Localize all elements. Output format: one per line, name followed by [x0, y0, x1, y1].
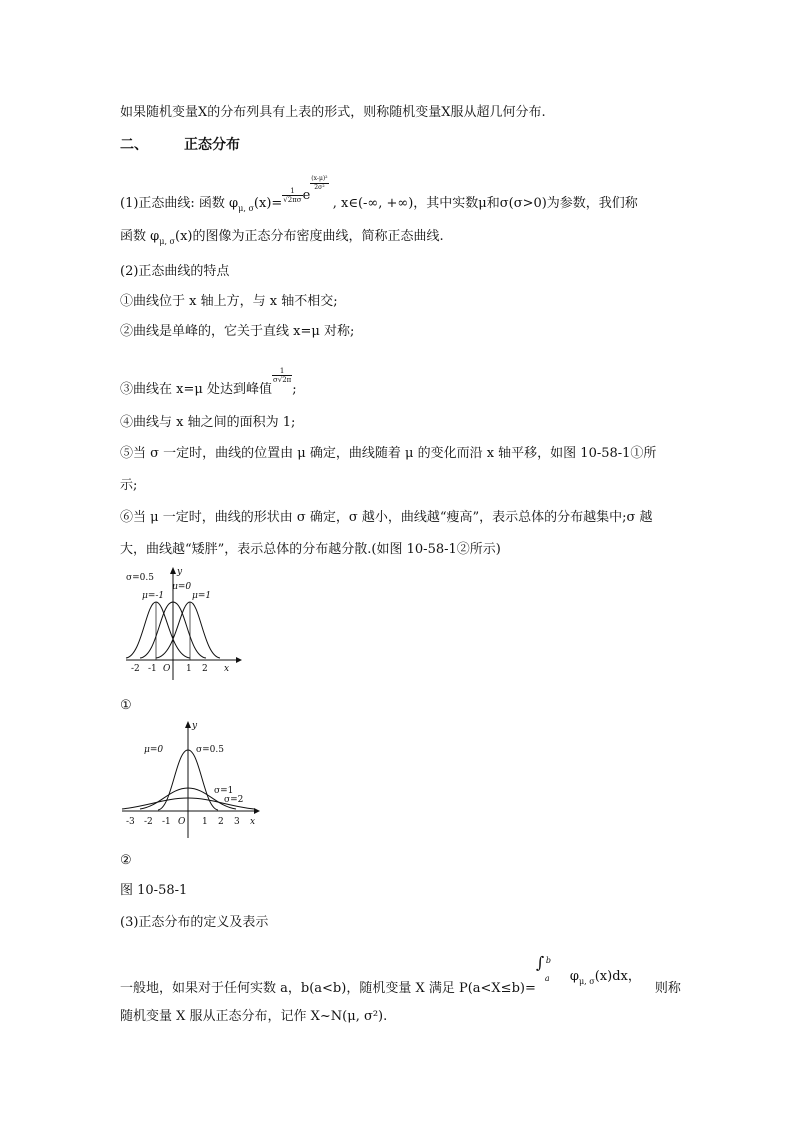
- feature-item-1: ①曲线位于 x 轴上方，与 x 轴不相交;: [120, 294, 338, 309]
- figure-1-diagram: [118, 562, 248, 682]
- paragraph-definition-heading: (3)正态分布的定义及表示: [120, 915, 269, 930]
- integrand-tail: (x)dx，: [594, 969, 641, 984]
- fig2-tick-origin: O: [178, 817, 186, 827]
- fig1-tick-1: 1: [186, 664, 192, 674]
- p1-exp-num: (x-μ)²: [311, 175, 328, 182]
- item3-frac-den: σ√2π: [272, 376, 292, 384]
- fig2-tick-neg3: -3: [126, 817, 135, 827]
- p1-frac-den: √2πσ: [283, 196, 302, 204]
- integrand-subscript: μ, σ: [578, 977, 595, 986]
- fig1-y-arrow: [170, 567, 176, 574]
- p1-line2-subscript: μ, σ: [159, 237, 175, 246]
- feature-item-2: ②曲线是单峰的，它关于直线 x=μ 对称;: [120, 324, 355, 339]
- figure-2-caption: ②: [120, 853, 132, 868]
- item3-frac-num: 1: [272, 367, 292, 376]
- figure-2-diagram: [118, 716, 268, 840]
- fig1-y-label: y: [177, 567, 183, 577]
- paragraph-definition-line2: 随机变量 X 服从正态分布，记作 X~N(μ, σ²).: [120, 1009, 388, 1024]
- fig1-tick-neg1: -1: [148, 664, 157, 674]
- integral-upper: b: [545, 956, 551, 965]
- fig2-x-arrow: [254, 808, 260, 814]
- integrand-phi: φ: [569, 969, 579, 984]
- feature-item-5-line1: ⑤当 σ 一定时，曲线的位置由 μ 确定，曲线随着 μ 的变化而沿 x 轴平移，如图 10-58-1①所: [120, 446, 657, 461]
- fig2-y-label: y: [192, 721, 198, 731]
- paragraph-features: (2)正态曲线的特点: [120, 264, 230, 279]
- item3-tail: ;: [292, 382, 297, 397]
- p1-subscript: μ, σ: [238, 204, 254, 213]
- fig2-tick-2: 2: [218, 817, 224, 827]
- fig2-mu-label: μ=0: [144, 745, 164, 755]
- fig2-tick-neg2: -2: [144, 817, 153, 827]
- fig1-mu-label-0: μ=0: [172, 582, 192, 592]
- figure-caption: 图 10-58-1: [120, 883, 188, 898]
- p1-line2-a: 函数 φ: [120, 229, 160, 244]
- paragraph-definition: [120, 953, 681, 999]
- fig2-y-arrow: [185, 721, 191, 728]
- fig1-x-label: x: [224, 664, 230, 674]
- feature-item-4: ④曲线与 x 轴之间的面积为 1;: [120, 415, 296, 430]
- p1-exp-den: 2σ²: [314, 184, 325, 191]
- p1-text-c: , x∈(-∞, +∞)，其中实数μ和σ(σ>0)为参数，我们称: [328, 196, 638, 211]
- p1-text-b: (x)=: [253, 196, 283, 211]
- p1-fraction: [282, 187, 302, 204]
- item3-fraction: [272, 367, 292, 384]
- fig1-x-arrow: [236, 657, 242, 663]
- fig1-mu-label-1: μ=1: [192, 591, 212, 601]
- p1-line2-b: (x)的图像为正态分布密度曲线，简称正态曲线.: [175, 229, 444, 244]
- fig1-tick-neg2: -2: [131, 664, 140, 674]
- paragraph-normal-curve: [120, 175, 638, 214]
- feature-item-6-line1: ⑥当 μ 一定时，曲线的形状由 σ 确定，σ 越小，曲线越“瘦高”，表示总体的分布越集中;σ 越: [120, 510, 653, 525]
- section-title: 正态分布: [184, 137, 240, 153]
- integral-sign: ∫: [535, 953, 545, 972]
- fig2-sigma-label-0-5: σ=0.5: [196, 745, 224, 755]
- p1-e: e: [302, 188, 311, 203]
- fig1-tick-origin: O: [163, 664, 171, 674]
- integral-lower: a: [544, 974, 550, 983]
- p1-text-a: (1)正态曲线: 函数 φ: [120, 196, 239, 211]
- figure-1-caption: ①: [120, 698, 132, 713]
- p4-integrand: [562, 969, 641, 984]
- fig1-mu-label-neg1: μ=-1: [142, 591, 165, 601]
- fig2-sigma-label-2: σ=2: [224, 795, 244, 805]
- fig1-sigma-label: σ=0.5: [126, 573, 154, 583]
- p1-frac-num: 1: [282, 187, 302, 196]
- fig2-tick-3: 3: [234, 817, 240, 827]
- fig2-tick-1: 1: [202, 817, 208, 827]
- p4-text-a: 一般地，如果对于任何实数 a，b(a<b)，随机变量 X 满足 P(a<X≤b)=: [120, 981, 536, 996]
- intro-line: 如果随机变量X的分布列具有上表的形式，则称随机变量X服从超几何分布.: [120, 105, 546, 120]
- fig1-tick-2: 2: [202, 664, 208, 674]
- section-heading: [120, 134, 240, 154]
- item3-text: ③曲线在 x=μ 处达到峰值: [120, 382, 272, 397]
- fig2-tick-neg1: -1: [162, 817, 171, 827]
- fig2-sigma-label-1: σ=1: [214, 786, 234, 796]
- p1-exponent: [310, 175, 328, 192]
- p4-integral: [535, 953, 562, 992]
- p4-text-b: 则称: [654, 981, 681, 996]
- paragraph-normal-curve-line2: [120, 228, 444, 247]
- feature-item-6-line2: 大，曲线越“矮胖”，表示总体的分布越分散.(如图 10-58-1②所示): [120, 542, 501, 557]
- feature-item-5-line2: 示;: [120, 478, 138, 493]
- section-number: 二、: [120, 137, 148, 153]
- fig2-x-label: x: [250, 817, 256, 827]
